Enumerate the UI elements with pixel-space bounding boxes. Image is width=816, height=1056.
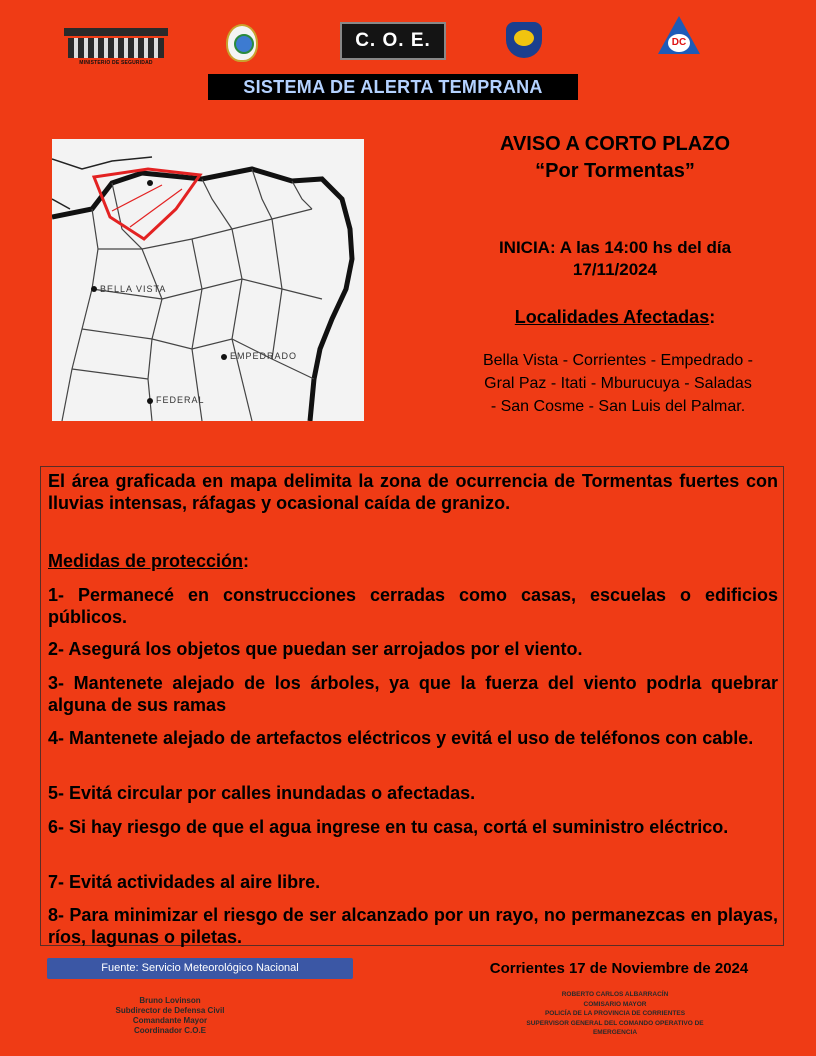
town-marker bbox=[221, 354, 227, 360]
measure-item-8: 8- Para minimizar el riesgo de ser alcanzado por un rayo, no permanezcas en playas, ríos, lagunas o piletas. bbox=[48, 905, 778, 947]
inicia-line1: INICIA: A las 14:00 hs del día bbox=[498, 238, 732, 257]
town-marker bbox=[147, 180, 153, 186]
aviso-title-line1: AVISO A CORTO PLAZO bbox=[499, 133, 730, 155]
policia-shield-logo bbox=[506, 22, 542, 58]
measure-item-4: 4- Mantenete alejado de artefactos eléctricos y evitá el uso de teléfonos con cable. bbox=[48, 728, 754, 748]
aviso-title bbox=[420, 131, 810, 185]
firma1-line4: Coordinador C.O.E bbox=[134, 1026, 206, 1035]
localidades-heading-colon: : bbox=[709, 307, 716, 327]
ministerio-seguridad-logo bbox=[64, 28, 168, 68]
intro-paragraph: El área graficada en mapa delimita la zona de ocurrencia de Tormentas fuertes con lluvias intensas, ráfagas y ocasional caída de granizo. bbox=[48, 471, 778, 513]
alert-map bbox=[52, 139, 364, 421]
inicia-block bbox=[420, 237, 810, 281]
signature-policia bbox=[470, 990, 760, 1038]
measures-box bbox=[40, 466, 784, 946]
localidades-line1: Bella Vista - Corrientes - Empedrado - bbox=[482, 352, 754, 369]
localidades-heading bbox=[420, 307, 810, 328]
firma1-line2: Subdirector de Defensa Civil bbox=[115, 1006, 225, 1015]
town-marker bbox=[147, 398, 153, 404]
firma2-line3: POLICÍA DE LA PROVINCIA DE CORRIENTES bbox=[544, 1010, 686, 1017]
localidades-line3: - San Cosme - San Luis del Palmar. bbox=[490, 398, 746, 415]
localidades-line2: Gral Paz - Itati - Mburucuya - Saladas bbox=[484, 375, 752, 392]
provincia-shield-logo bbox=[226, 24, 258, 62]
firma1-line3: Comandante Mayor bbox=[132, 1016, 208, 1025]
localidades-list bbox=[452, 349, 784, 418]
alert-system-banner: SISTEMA DE ALERTA TEMPRANA bbox=[208, 74, 578, 100]
medidas-heading-colon: : bbox=[243, 551, 250, 571]
medidas-heading bbox=[48, 550, 778, 572]
measure-item-3: 3- Mantenete alejado de los árboles, ya que la fuerza del viento podrla quebrar alguna de sus ramas bbox=[48, 673, 778, 715]
aviso-title-line2: “Por Tormentas” bbox=[535, 160, 695, 182]
map-label-federal: FEDERAL bbox=[156, 395, 205, 405]
signature-defensa-civil bbox=[60, 996, 280, 1036]
medidas-heading-text: Medidas de protección bbox=[48, 551, 244, 571]
map-label-bella-vista: BELLA VISTA bbox=[100, 284, 167, 294]
localidades-heading-text: Localidades Afectadas bbox=[514, 307, 710, 327]
firma2-line5: EMERGENCIA bbox=[592, 1029, 638, 1036]
coe-logo: C. O. E. bbox=[340, 22, 446, 60]
defensa-civil-logo-text: DC bbox=[668, 34, 690, 52]
map-label-empedrado: EMPEDRADO bbox=[230, 351, 298, 361]
measure-item-1: 1- Permanecé en construcciones cerradas como casas, escuelas o edificios públicos. bbox=[48, 585, 778, 627]
firma2-line1: ROBERTO CARLOS ALBARRACÍN bbox=[561, 991, 669, 998]
firma2-line2: COMISARIO MAYOR bbox=[583, 1000, 647, 1008]
ministerio-caption: MINISTERIO DE SEGURIDAD bbox=[79, 60, 153, 66]
town-marker bbox=[91, 286, 97, 292]
measure-item-6: 6- Si hay riesgo de que el agua ingrese en tu casa, cortá el suministro eléctrico. bbox=[48, 817, 729, 837]
measure-item-2: 2- Asegurá los objetos que puedan ser arrojados por el viento. bbox=[48, 639, 583, 659]
map-svg bbox=[52, 139, 364, 421]
firma2-line4: SUPERVISOR GENERAL DEL COMANDO OPERATIVO DE bbox=[526, 1019, 704, 1027]
fuente-label: Fuente: Servicio Meteorológico Nacional bbox=[47, 958, 353, 979]
measure-item-7: 7- Evitá actividades al aire libre. bbox=[48, 872, 321, 892]
fecha-label: Corrientes 17 de Noviembre de 2024 bbox=[489, 960, 749, 977]
measure-item-5: 5- Evitá circular por calles inundadas o afectadas. bbox=[48, 783, 476, 803]
inicia-line2: 17/11/2024 bbox=[572, 260, 658, 279]
firma1-line1: Bruno Lovinson bbox=[139, 996, 201, 1005]
